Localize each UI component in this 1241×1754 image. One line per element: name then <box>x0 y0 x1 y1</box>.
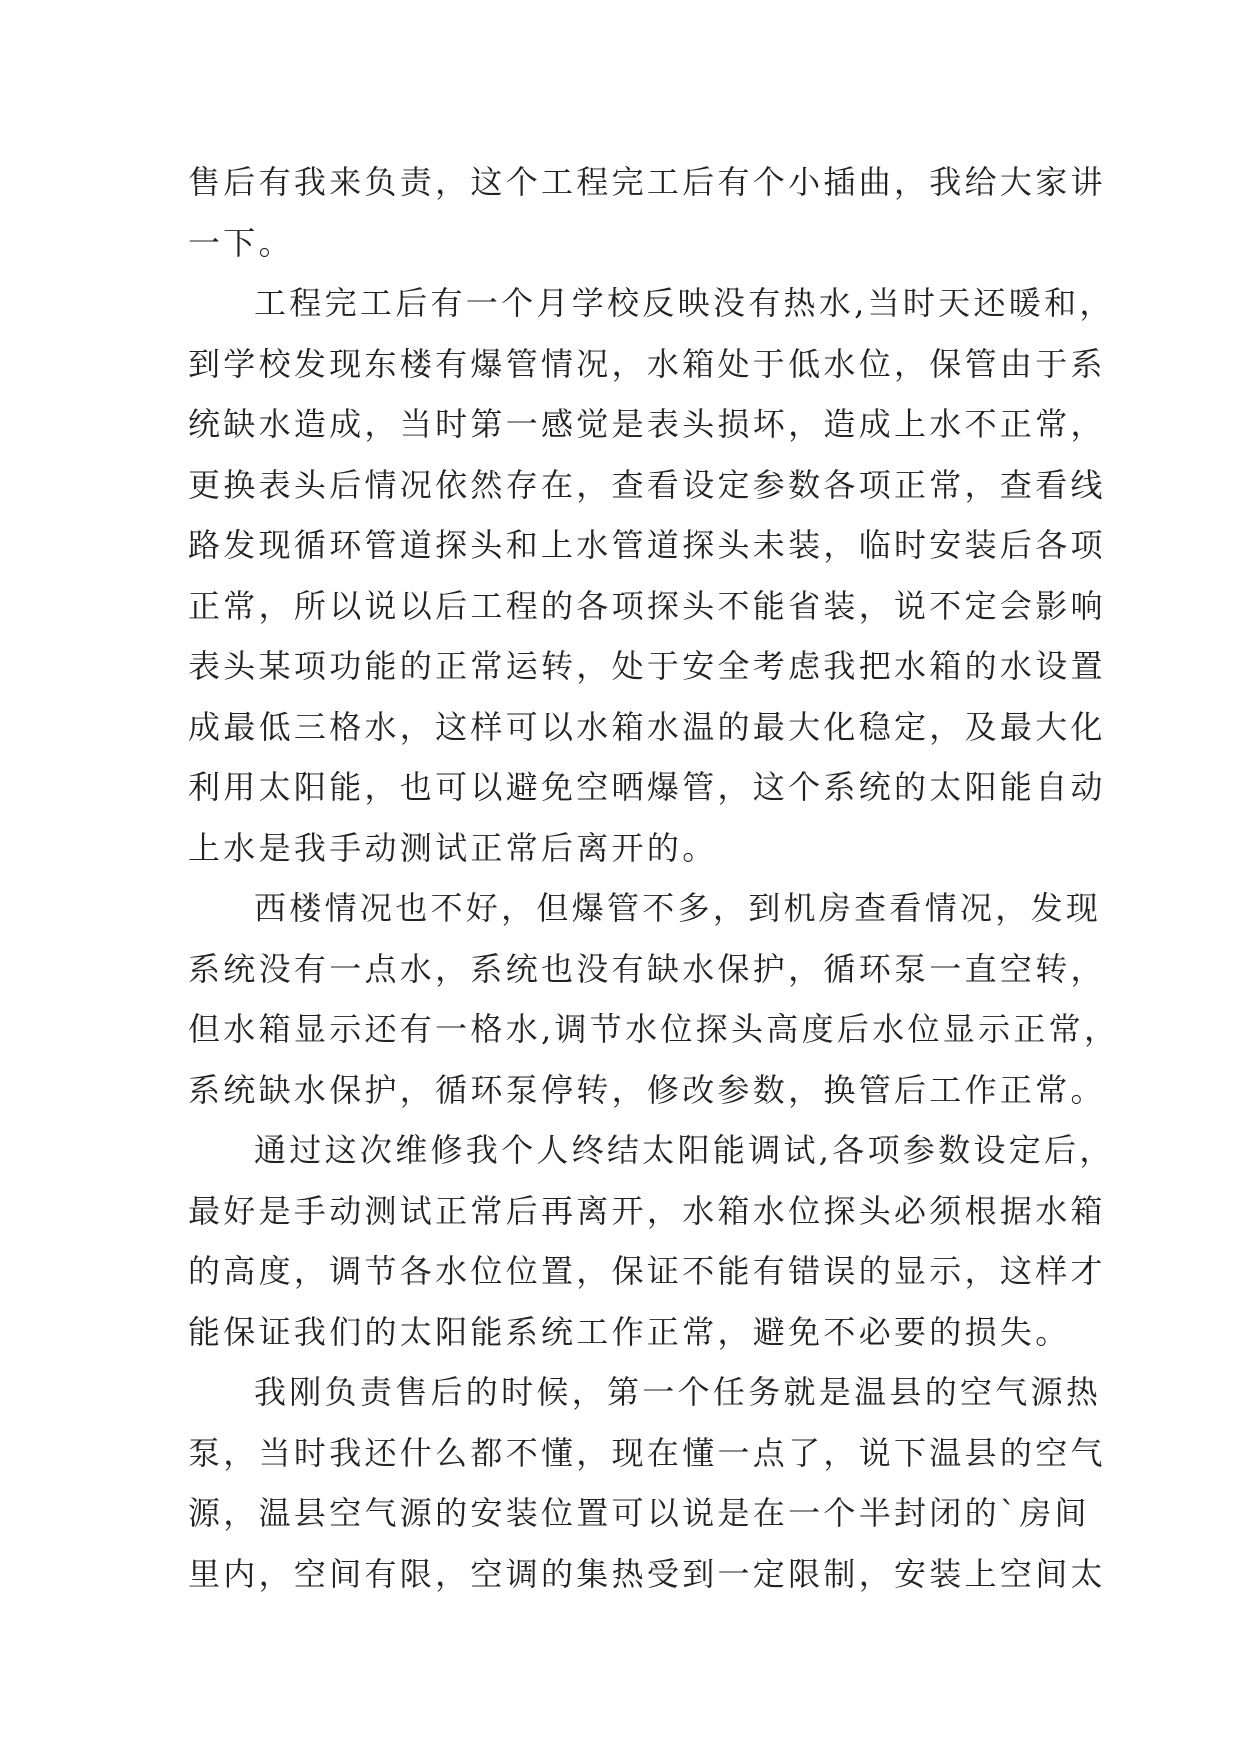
text-line: 源，温县空气源的安装位置可以说是在一个半封闭的`房间 <box>188 1494 1090 1532</box>
text-line: 工程完工后有一个月学校反映没有热水,当时天还暖和， <box>254 284 1115 322</box>
text-line: 能保证我们的太阳能系统工作正常，避免不必要的损失。 <box>188 1312 1071 1351</box>
text-line: 更换表头后情况依然存在，查看设定参数各项正常，查看线 <box>188 465 1106 504</box>
text-line: 一下。 <box>188 223 294 262</box>
text-line: 通过这次维修我个人终结太阳能调试,各项参数设定后， <box>254 1131 1115 1169</box>
text-line: 正常，所以说以后工程的各项探头不能省装，说不定会影响 <box>188 586 1106 625</box>
text-line: 最好是手动测试正常后再离开，水箱水位探头必须根据水箱 <box>188 1191 1106 1230</box>
text-line: 泵，当时我还什么都不懂，现在懂一点了，说下温县的空气 <box>188 1433 1106 1472</box>
text-line: 表头某项功能的正常运转，处于安全考虑我把水箱的水设置 <box>188 647 1106 685</box>
text-line: 利用太阳能，也可以避免空晒爆管，这个系统的太阳能自动 <box>188 768 1106 806</box>
paragraph-5 <box>188 1362 1106 1604</box>
text-line: 系统没有一点水，系统也没有缺水保护，循环泵一直空转， <box>188 949 1106 988</box>
text-line: 路发现循环管道探头和上水管道探头未装，临时安装后各项 <box>188 526 1106 564</box>
document-body <box>188 152 1120 1604</box>
text-line: 售后有我来负责，这个工程完工后有个小插曲，我给大家讲 <box>188 163 1106 201</box>
text-line: 系统缺水保护，循环泵停转，修改参数，换管后工作正常。 <box>188 1070 1106 1109</box>
text-line: 到学校发现东楼有爆管情况，水箱处于低水位，保管由于系 <box>188 344 1106 383</box>
paragraph-4 <box>188 1120 1115 1362</box>
text-line: 成最低三格水，这样可以水箱水温的最大化稳定，及最大化 <box>188 707 1106 746</box>
paragraph-2 <box>188 273 1115 878</box>
text-line: 的高度，调节各水位位置，保证不能有错误的显示，这样才 <box>188 1252 1106 1290</box>
text-line: 我刚负责售后的时候，第一个任务就是温县的空气源热 <box>254 1373 1102 1411</box>
paragraph-1 <box>188 152 1106 273</box>
paragraph-3 <box>188 878 1120 1120</box>
text-line: 但水箱显示还有一格水,调节水位探头高度后水位显示正常， <box>188 1010 1120 1048</box>
text-line: 上水是我手动测试正常后离开的。 <box>188 828 718 867</box>
text-line: 统缺水造成，当时第一感觉是表头损坏，造成上水不正常， <box>188 405 1106 443</box>
text-line: 里内，空间有限，空调的集热受到一定限制，安装上空间太 <box>188 1554 1106 1593</box>
text-line: 西楼情况也不好，但爆管不多，到机房查看情况，发现 <box>254 889 1102 927</box>
